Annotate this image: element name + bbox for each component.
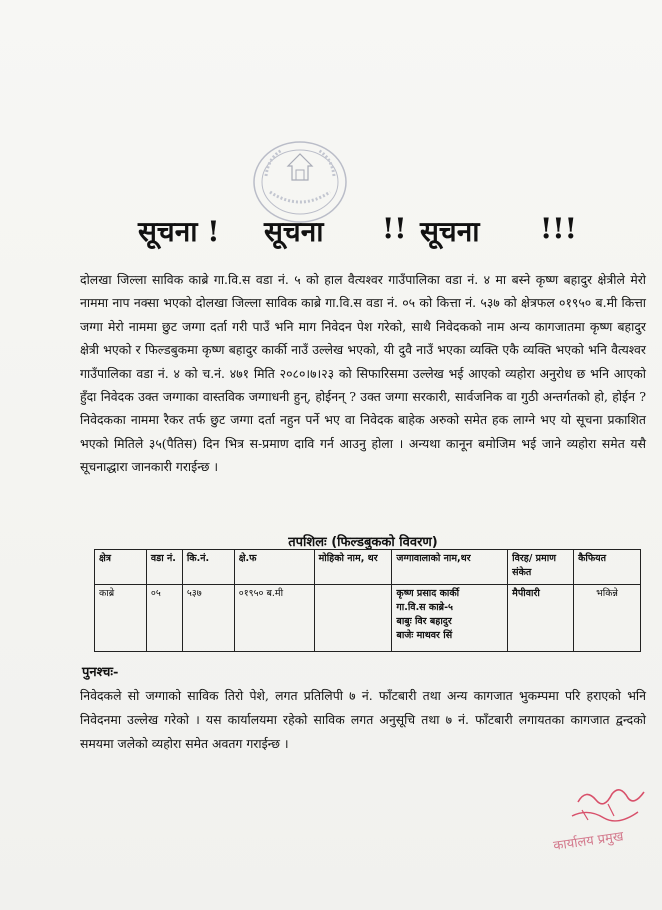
- table-row: [95, 585, 641, 652]
- header-ward: वडा नं.: [146, 550, 182, 585]
- cell-area: काब्रे: [95, 585, 147, 652]
- owner-grandfather: बाजेः माथवर सिं: [396, 630, 453, 641]
- headline-mark-3: !!!: [540, 212, 577, 245]
- headline-word-1: सूचना !: [138, 215, 220, 248]
- postscript-text: निवेदकले सो जग्गाको साविक तिरो पेशे, लगत प्रतिलिपी ७ नं. फाँटबारी तथा अन्य कागजात भुकम्पमा परि हराएको भनि निवेदनमा उल्लेख गरेको । यस कार्यालयमा रहेको साविक लगत अनुसूचि तथा ७ नं. फाँटबारी लगायतका कागजात द्वन्दको समयमा जलेको व्यहोरा समेत अवतग गराईन्छ ।: [80, 688, 646, 751]
- cell-remarks: भकिन्ने: [574, 585, 641, 652]
- table-header-row: [95, 550, 641, 585]
- header-proof: विरह/ प्रमाण संकेत: [508, 550, 574, 585]
- header-area: क्षेत्र: [95, 550, 147, 585]
- fieldbook-table: [94, 549, 641, 652]
- headline-word-3: सूचना: [420, 215, 480, 248]
- cell-tenant: [314, 585, 392, 652]
- signature-stamp-icon: [548, 780, 658, 870]
- postscript-label: पुनश्चः-: [82, 665, 119, 680]
- cell-size: ०१९५० ब.मी: [234, 585, 314, 652]
- cell-plot: ५३७: [182, 585, 234, 652]
- owner-father: बाबुः विर बहादुर: [396, 616, 452, 627]
- header-tenant: मोहिको नाम, थर: [314, 550, 392, 585]
- headline-word-2: सूचना: [264, 215, 324, 248]
- cell-ward: ०५: [146, 585, 182, 652]
- owner-address: गा.वि.स काब्रे-५: [396, 602, 453, 613]
- headline-mark-2: !!: [382, 212, 407, 245]
- table-title: तपशिलः (फिल्डबुकको विवरण): [288, 535, 438, 550]
- cell-proof: मैपीवारी: [508, 585, 574, 652]
- header-size: क्षे.फ: [234, 550, 314, 585]
- header-remarks: कैफियत: [574, 550, 641, 585]
- header-owner: जग्गावालाको नाम,थर: [392, 550, 508, 585]
- notice-headline: [120, 212, 580, 256]
- notice-body: दोलखा जिल्ला साविक काब्रे गा.वि.स वडा नं. ५ को हाल वैत्यश्वर गाउँपालिका वडा नं. ४ मा बस्ने कृष्ण बहादुर क्षेत्रीले मेरो नाममा नाप नक्सा भएको दोलखा जिल्ला साविक काब्रे गा.वि.स वडा नं. ०५ को कित्ता नं. ५३७ को क्षेत्रफल ०१९५० ब.मी कित्ता जग्गा मेरो नाममा छुट जग्गा दर्ता गरी पाउँ भनि माग निवेदन पेश गरेको, साथै निवेदकको नाम अन्य कागजातमा कृष्ण बहादुर क्षेत्री भएको र फिल्डबुकमा कृष्ण बहादुर कार्की नाउँ उल्लेख भएको, यी दुवै नाउँ भएका व्यक्ति एकै व्यक्ति भएको भनि वैत्यश्वर गाउँपालिका वडा नं. ४ को च.नं. ४७१ मिति २०८०।७।२३ को सिफारिसमा उल्लेख भई आएको व्यहोरा अनुरोध छ भनि आएको हुँदा निवेदक उक्त जग्गाका वास्तविक जग्गाधनी हुन्, होईनन् ? उक्त जग्गा सरकारी, सार्वजनिक वा गुठी अन्तर्गतको हो, होईन ? निवेदकका नाममा रैकर तर्फ छुट जग्गा दर्ता नहुन पर्ने भए वा निवेदक बाहेक अरुको समेत हक लाग्ने भए यो सूचना प्रकाशित भएको मितिले ३५(पैतिस) दिन भित्र स-प्रमाण दावि गर्न आउनु होला । अन्यथा कानून बमोजिम भई जाने व्यहोरा समेत यसै सूचनाद्धारा जानकारी गराईन्छ ।: [80, 272, 646, 475]
- owner-name: कृष्ण प्रसाद कार्की: [396, 588, 460, 599]
- svg-text:कार्यालय प्रमुख: कार्यालय प्रमुख: [552, 829, 625, 854]
- cell-owner: [392, 585, 508, 652]
- header-plot: कि.नं.: [182, 550, 234, 585]
